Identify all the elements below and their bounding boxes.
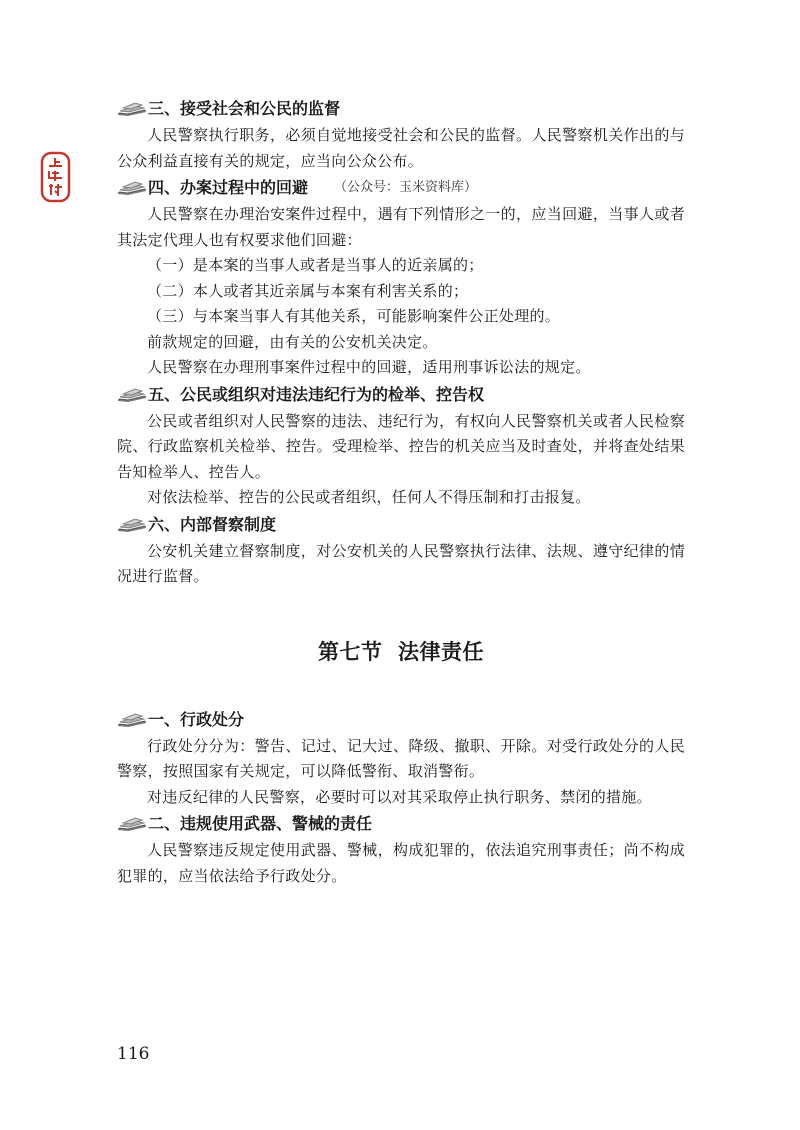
seal-stamp-icon	[40, 151, 71, 203]
chapter-title: 第七节 法律责任	[317, 639, 485, 664]
list-item: （三）与本案当事人有其他关系，可能影响案件公正处理的。	[147, 307, 561, 325]
section-heading-text: 四、办案过程中的回避	[148, 178, 309, 197]
paragraph: 行政处分分为：警告、记过、记大过、降级、撤职、开除。对受行政处分的人民警察，按照国家有关规定，可以降低警衔、取消警衔。	[117, 736, 685, 780]
book-stack-icon	[117, 517, 147, 533]
section-heading	[117, 95, 685, 123]
section-heading-text: 六、内部督察制度	[148, 514, 277, 534]
book-stack-icon	[117, 816, 147, 832]
section-heading	[117, 174, 685, 202]
paragraph: 前款规定的回避，由有关的公安机关决定。	[147, 332, 438, 351]
section-heading-text: 二、违规使用武器、警械的责任	[148, 814, 373, 833]
section-heading	[117, 511, 685, 539]
book-stack-icon	[117, 101, 147, 117]
section-heading	[117, 381, 685, 409]
book-stack-icon	[117, 180, 147, 196]
section-heading-text: 五、公民或组织对违法违纪行为的检举、控告权	[148, 384, 485, 404]
book-stack-icon	[117, 712, 147, 728]
section-heading-text: 一、行政处分	[148, 709, 245, 729]
section-heading	[117, 810, 685, 838]
paragraph: 公安机关建立督察制度，对公安机关的人民警察执行法律、法规、遵守纪律的情况进行监督。	[117, 541, 685, 585]
paragraph: 人民警察在办理刑事案件过程中的回避，适用刑事诉讼法的规定。	[147, 358, 591, 376]
section-heading	[117, 706, 685, 734]
list-item: （二）本人或者其近亲属与本案有利害关系的；	[147, 281, 469, 300]
paragraph: 人民警察执行职务，必须自觉地接受社会和公民的监督。人民警察机关作出的与公众利益直接有关的规定，应当向公众公布。	[117, 126, 685, 170]
list-item: （一）是本案的当事人或者是当事人的近亲属的；	[147, 256, 484, 274]
section-heading-text: 三、接受社会和公民的监督	[148, 99, 341, 118]
paragraph: 公民或者组织对人民警察的违法、违纪行为，有权向人民警察机关或者人民检察院、行政监察机关检举、控告。受理检举、控告的机关应当及时查处，并将查处结果告知检举人、控告人。	[117, 411, 685, 481]
book-stack-icon	[117, 387, 147, 403]
paragraph: 人民警察违反规定使用武器、警械，构成犯罪的，依法追究刑事责任；尚不构成犯罪的，应当依法给予行政处分。	[117, 841, 685, 885]
paragraph: 人民警察在办理治安案件过程中，遇有下列情形之一的，应当回避，当事人或者其法定代理人也有权要求他们回避：	[117, 205, 685, 249]
source-note: （公众号：玉米资料库）	[334, 180, 478, 195]
paragraph: 对违反纪律的人民警察，必要时可以对其采取停止执行职务、禁闭的措施。	[147, 787, 652, 806]
page-number: 116	[117, 1044, 150, 1064]
paragraph: 对依法检举、控告的公民或者组织，任何人不得压制和打击报复。	[147, 488, 591, 506]
page-content	[117, 95, 685, 889]
